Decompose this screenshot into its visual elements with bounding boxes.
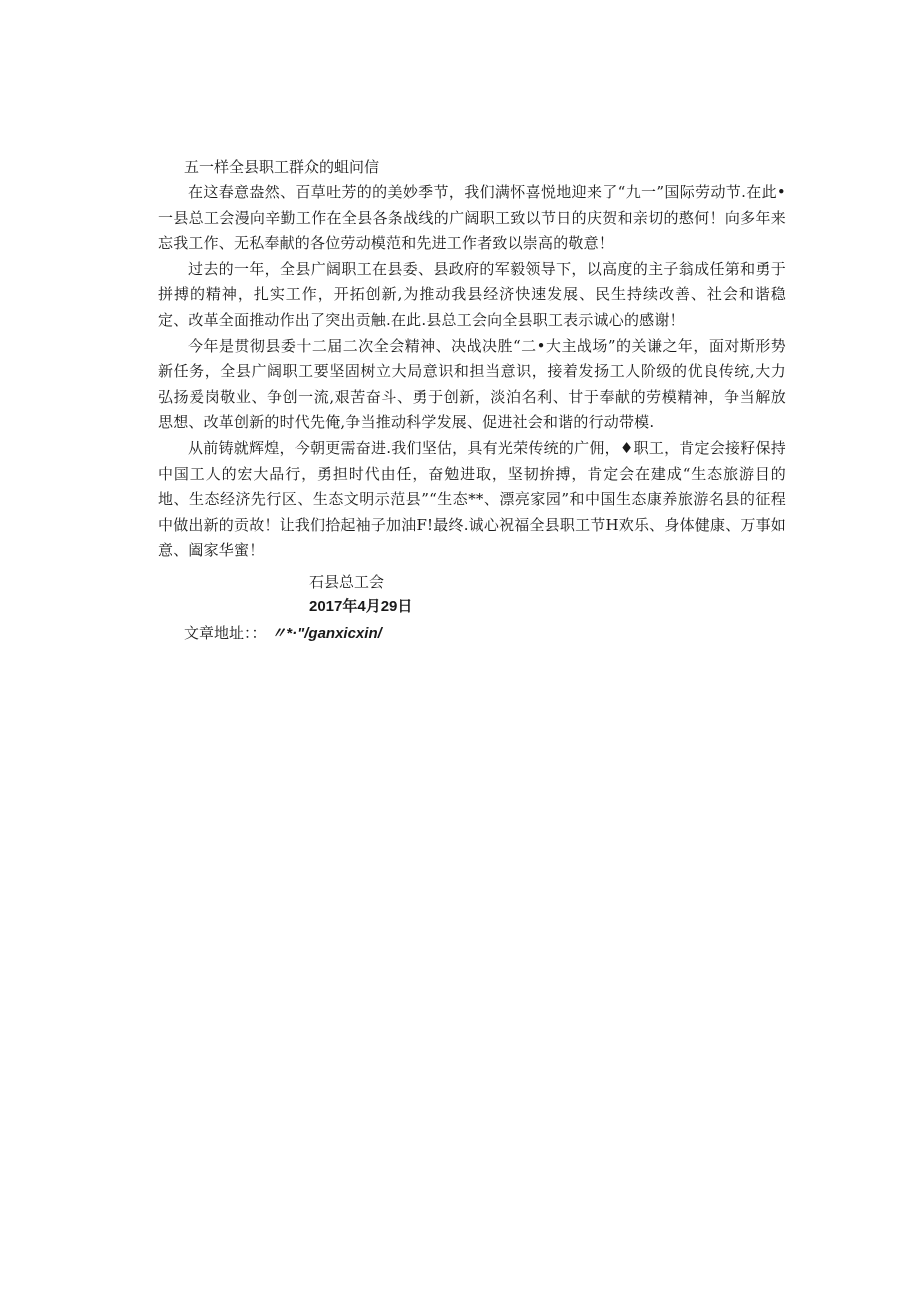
signature: 石县总工会 <box>309 573 385 591</box>
letter-body <box>158 180 786 564</box>
article-address <box>184 621 382 646</box>
paragraph-3: 今年是贯彻县委十二届二次全会精神、决战决胜“二•大主战场”的关谦之年，面对斯形势新任务，全县广阔职工要坚固树立大局意识和担当意识，接着发扬工人阶级的优良传统,大力弘扬爰岗敬业、争创一流,艰苦奋斗、勇于创新，淡泊名利、甘于奉献的劳模精神，争当解放思想、改革创新的时代先俺,争当推动科学发展、促进社会和谐的行动带模. <box>158 336 786 432</box>
address-link[interactable]: 〃*·"/ganxicxin/ <box>271 625 382 642</box>
paragraph-2: 过去的一年，全县广阔职工在县委、县政府的军毅领导下，以高度的主子翁成任第和勇于拼搏的精神，扎实工作，开拓创新,为推动我县经济快速发展、民生持续改善、社会和谐稳定、改革全面推动作出了突出贡触.在此.县总工会向全县职工表示诚心的感谢！ <box>158 259 786 329</box>
paragraph-4: 从前铸就辉煌，今朝更需奋进.我们坚估，具有光荣传统的广佣，♦职工，肯定会接籽保持中国工人的宏大品行，勇担时代由任，奋勉进取，坚韧拚搏，肯定会在建成“生态旅游目的地、生态经济先行区、生态文明示范县”“生态**、漂亮家园”和中国生态康养旅游名县的征程中做出新的贡故！让我们拾起袖子加油F!最终.诚心祝福全县职工节H欢乐、身体健康、万事如意、阖家华蜜！ <box>158 438 786 560</box>
letter-date: 2017年4月29日 <box>309 598 413 615</box>
address-label: 文章地址：： <box>184 624 267 642</box>
paragraph-1: 在这春意盎然、百草吐芳的的美妙季节，我们满怀喜悦地迎来了“九一”国际劳动节.在此•一县总工会漫向辛勤工作在全县各条战线的广阔职工致以节日的庆贺和亲切的憨何！向多年来忘我工作、无私奉献的各位劳动模范和先进工作者致以崇高的敬意！ <box>158 183 786 253</box>
letter-title: 五一样全县职工群众的蛆问信 <box>184 158 380 176</box>
